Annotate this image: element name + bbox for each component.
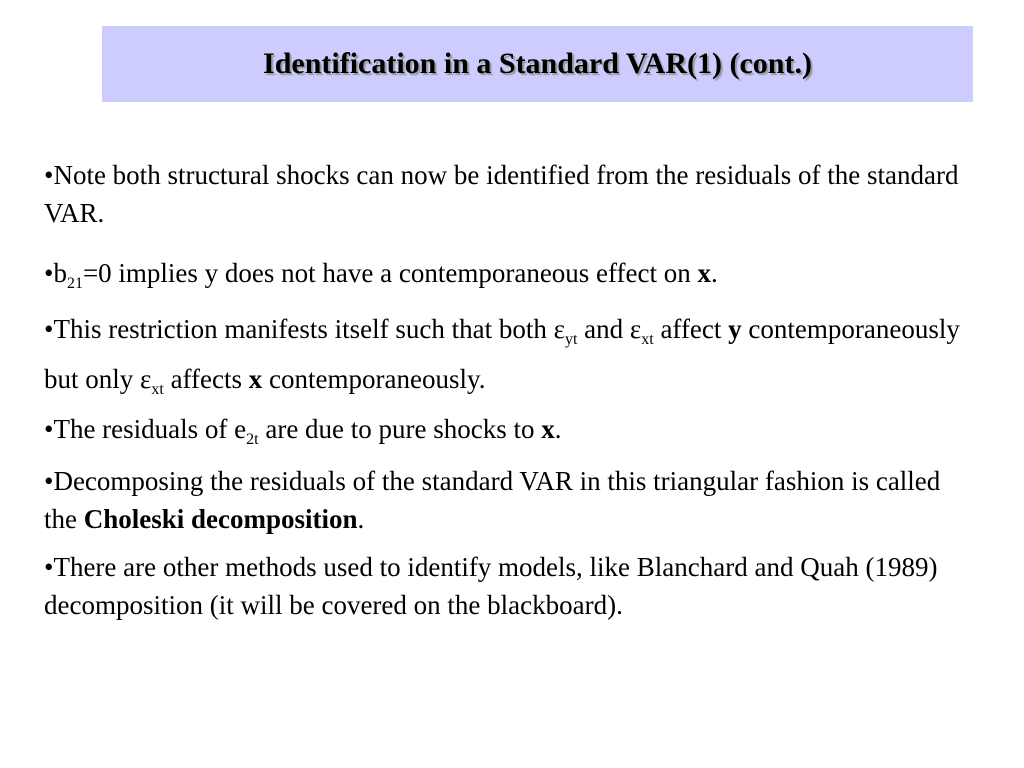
bullet-marker: • — [44, 160, 54, 190]
epsilon-subscript: xt — [641, 331, 654, 348]
bullet-text: affect — [653, 314, 729, 344]
epsilon-symbol: ε — [140, 364, 152, 394]
bullet-text: This restriction manifests itself such that both — [53, 314, 554, 344]
epsilon-symbol: ε — [629, 314, 642, 344]
b-symbol: b — [53, 258, 67, 288]
bullet-item-e2t-residuals — [44, 410, 969, 448]
bullet-marker: • — [44, 314, 54, 344]
bullet-marker: • — [44, 552, 54, 582]
e-subscript: 2t — [246, 431, 259, 448]
bullet-end: . — [357, 504, 365, 534]
bullet-text: Decomposing the residuals of the standard VAR in this triangular fashion is called the — [44, 466, 941, 534]
epsilon-subscript: xt — [151, 381, 164, 398]
bullet-marker: • — [44, 466, 54, 496]
bullet-text: contemporaneously. — [262, 364, 486, 394]
bullet-item-b21-restriction — [44, 254, 969, 292]
bullet-text: Note both structural shocks can now be identified from the residuals of the standard VAR. — [44, 160, 959, 228]
bullet-text: are due to pure shocks to — [258, 414, 542, 444]
bullet-item-identified-shocks — [44, 156, 969, 232]
bullet-item-choleski — [44, 462, 969, 538]
bullet-marker: • — [44, 414, 54, 444]
bullet-text: =0 implies y does not have a contemporaneous effect on — [82, 258, 698, 288]
bullet-item-restriction-manifests — [44, 304, 969, 404]
bullet-text: affects — [163, 364, 249, 394]
slide-title: Identification in a Standard VAR(1) (cont.) — [263, 47, 812, 80]
epsilon-subscript: yt — [564, 331, 578, 348]
bullet-item-other-methods — [44, 548, 969, 624]
bold-x: x — [541, 414, 555, 444]
bullet-list — [44, 156, 969, 624]
bold-y: y — [728, 314, 742, 344]
bold-x: x — [248, 364, 263, 394]
bullet-marker: • — [44, 258, 54, 288]
bold-x: x — [697, 258, 712, 288]
b-subscript: 21 — [66, 275, 83, 292]
bullet-text: The residuals of e — [53, 414, 247, 444]
bullet-end: . — [554, 414, 562, 444]
bullet-end: . — [711, 258, 718, 288]
bullet-text: There are other methods used to identify models, like Blanchard and Quah (1989) decomposition (it will be covered on the blackboard). — [44, 552, 938, 620]
bullet-text: and — [577, 314, 630, 344]
epsilon-symbol: ε — [553, 314, 565, 344]
bold-choleski-term: Choleski decomposition — [83, 504, 358, 534]
title-banner — [102, 26, 973, 102]
bullet-text: contemporaneously but only — [44, 314, 960, 394]
